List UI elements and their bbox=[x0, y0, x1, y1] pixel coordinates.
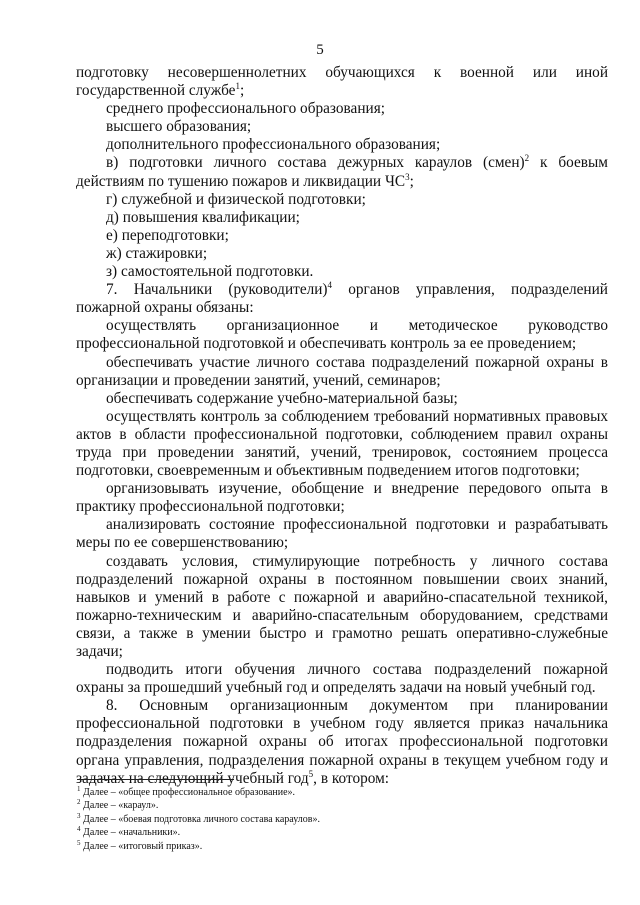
paragraph-text: высшего образования; bbox=[106, 118, 252, 136]
footnote-text: Далее – «боевая подготовка личного состава караулов». bbox=[80, 813, 320, 825]
paragraph bbox=[76, 154, 608, 190]
paragraph-text: г) служебной и физической подготовки; bbox=[106, 190, 366, 208]
paragraph-text: в) подготовки личного состава дежурных караулов (смен) bbox=[106, 154, 525, 172]
paragraph-text: создавать условия, стимулирующие потребность у личного состава подразделений пожарной охраны в постоянном повышении своих знаний, навыков и умений в работе с пожарной и аварийно-спасательной техникой, пожарно-техническим и аварийно-спасательным оборудованием, средствами связи, а также в умении быстро и грамотно решать оперативно-служебные задачи; bbox=[76, 552, 608, 660]
paragraph bbox=[76, 281, 608, 317]
paragraph-text: ; bbox=[409, 172, 414, 190]
footnote-text: Далее – «общее профессиональное образование». bbox=[80, 787, 296, 798]
paragraph bbox=[76, 209, 608, 227]
footnote-text: Далее – «итоговый приказ». bbox=[80, 840, 203, 852]
paragraph-text: среднего профессионального образования; bbox=[106, 100, 385, 118]
footnotes bbox=[77, 786, 577, 853]
paragraph bbox=[76, 697, 608, 787]
footnote-ref: 1 bbox=[235, 81, 240, 92]
footnote-number: 2 bbox=[77, 798, 81, 807]
paragraph bbox=[76, 661, 608, 697]
paragraph bbox=[76, 354, 608, 390]
footnote-number: 3 bbox=[77, 811, 81, 820]
paragraph-text: подводить итоги обучения личного состава подразделений пожарной охраны за прошедший учебный год и определять задачи на новый учебный год. bbox=[76, 661, 608, 697]
footnote-text: Далее – «караул». bbox=[80, 800, 159, 812]
paragraph-text: подготовку несовершеннолетних обучающихся к военной или иной государственной службе bbox=[76, 64, 608, 100]
footnote-ref: 4 bbox=[327, 280, 333, 291]
paragraph-text: ж) стажировки; bbox=[106, 244, 208, 262]
footnote bbox=[77, 786, 577, 799]
footnote-number: 1 bbox=[77, 785, 81, 793]
paragraph-text: ; bbox=[239, 82, 245, 100]
footnote-ref: 2 bbox=[524, 153, 530, 164]
paragraph-text: , в котором: bbox=[313, 769, 390, 787]
page-number: 5 bbox=[316, 42, 324, 58]
paragraph bbox=[76, 245, 608, 263]
paragraph-text: к боевым действиям по тушению пожаров и ликвидации ЧС bbox=[76, 154, 608, 190]
footnote bbox=[77, 826, 577, 839]
footnote-ref: 5 bbox=[308, 768, 314, 779]
paragraph bbox=[76, 64, 608, 100]
paragraph-text: анализировать состояние профессиональной подготовки и разрабатывать меры по ее совершенствованию; bbox=[76, 516, 608, 552]
paragraph bbox=[76, 480, 608, 516]
paragraph bbox=[76, 553, 608, 662]
paragraph-text: д) повышения квалификации; bbox=[106, 208, 300, 226]
paragraph bbox=[76, 100, 608, 118]
footnote bbox=[77, 840, 577, 853]
footnote-separator bbox=[77, 779, 234, 780]
paragraph bbox=[76, 118, 608, 136]
paragraph-text: осуществлять организационное и методическое руководство профессиональной подготовкой и обеспечивать контроль за ее проведением; bbox=[76, 317, 608, 353]
paragraph-text: организовывать изучение, обобщение и внедрение передового опыта в практику профессиональной подготовки; bbox=[76, 480, 608, 516]
paragraph bbox=[76, 227, 608, 245]
footnote bbox=[77, 799, 577, 812]
paragraph-text: обеспечивать содержание учебно-материальной базы; bbox=[106, 389, 458, 407]
paragraph-text: 7. Начальники (руководители) bbox=[106, 281, 328, 299]
footnote-ref: 3 bbox=[405, 171, 410, 182]
paragraph-text: дополнительного профессионального образования; bbox=[106, 136, 441, 154]
paragraph-text: обеспечивать участие личного состава подразделений пожарной охраны в организации и проведении занятий, учений, семинаров; bbox=[76, 353, 608, 389]
paragraph-text: е) переподготовки; bbox=[106, 226, 229, 244]
paragraph bbox=[76, 136, 608, 154]
footnote-number: 4 bbox=[77, 825, 81, 834]
footnote-number: 5 bbox=[77, 838, 81, 847]
paragraph bbox=[76, 263, 608, 281]
paragraph bbox=[76, 191, 608, 209]
footnote bbox=[77, 813, 577, 826]
paragraph bbox=[76, 317, 608, 353]
body-text bbox=[76, 64, 608, 788]
paragraph bbox=[76, 408, 608, 480]
paragraph bbox=[76, 390, 608, 408]
paragraph bbox=[76, 516, 608, 552]
footnote-text: Далее – «начальники». bbox=[80, 827, 181, 839]
paragraph-text: органов управления, подразделений пожарной охраны обязаны: bbox=[76, 281, 608, 317]
paragraph-text: 8. Основным организационным документом при планировании профессиональной подготовки в учебном году является приказ начальника подразделения пожарной охраны об итогах профессиональной подготовки органа управления, подразделения пожарной охраны в текущем учебном году и задачах на следующий учебный год bbox=[76, 697, 608, 787]
paragraph-text: з) самостоятельной подготовки. bbox=[106, 263, 314, 281]
paragraph-text: осуществлять контроль за соблюдением требований нормативных правовых актов в области профессиональной подготовки, соблюдением правил охраны труда при проведении занятий, учений, тренировок, состоянием процесса подготовки, своевременным и объективным подведением итогов подготовки; bbox=[76, 407, 608, 480]
